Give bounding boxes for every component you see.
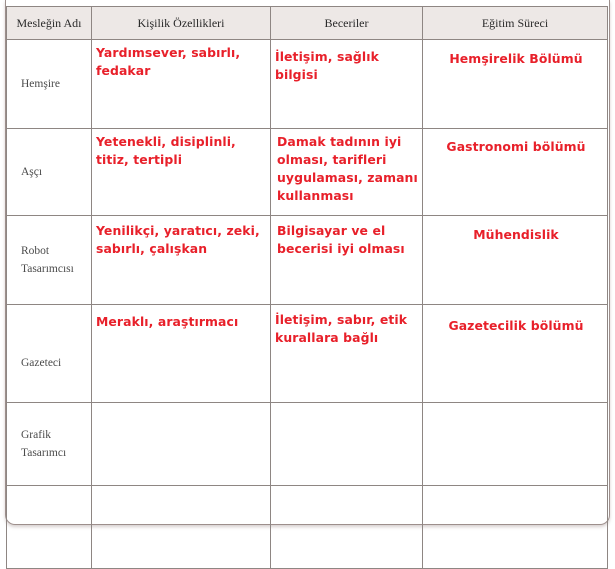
header-traits: Kişilik Özellikleri <box>92 7 271 40</box>
table-row <box>7 403 608 486</box>
education-answer: Mühendislik <box>423 216 608 305</box>
header-row <box>7 7 608 40</box>
table-row <box>7 486 608 569</box>
profession-name: Gazeteci <box>7 305 92 403</box>
header-skills: Beceriler <box>271 7 423 40</box>
header-profession: Mesleğin Adı <box>7 7 92 40</box>
skills-answer: Bilgisayar ve el becerisi iyi olması <box>271 216 423 305</box>
education-answer: Gastronomi bölümü <box>423 129 608 216</box>
profession-name <box>7 486 92 569</box>
table-row <box>7 305 608 403</box>
traits-answer: Yardımsever, sabırlı, fedakar <box>92 40 271 129</box>
skills-answer <box>271 403 423 486</box>
traits-answer: Yenilikçi, yaratıcı, zeki, sabırlı, çalışkan <box>92 216 271 305</box>
profession-name: Grafik Tasarımcı <box>7 403 92 486</box>
skills-answer: İletişim, sağlık bilgisi <box>271 40 423 129</box>
traits-answer <box>92 403 271 486</box>
skills-answer: İletişim, sabır, etik kurallara bağlı <box>271 305 423 403</box>
education-answer: Gazetecilik bölümü <box>423 305 608 403</box>
profession-name: Hemşire <box>7 40 92 129</box>
table-row <box>7 129 608 216</box>
education-answer: Hemşirelik Bölümü <box>423 40 608 129</box>
career-table <box>6 6 608 569</box>
profession-name: Aşçı <box>7 129 92 216</box>
profession-name: Robot Tasarımcısı <box>7 216 92 305</box>
education-answer <box>423 403 608 486</box>
header-education: Eğitim Süreci <box>423 7 608 40</box>
education-answer <box>423 486 608 569</box>
table-row <box>7 216 608 305</box>
skills-answer <box>271 486 423 569</box>
traits-answer: Yetenekli, disiplinli, titiz, tertipli <box>92 129 271 216</box>
table-row <box>7 40 608 129</box>
traits-answer: Meraklı, araştırmacı <box>92 305 271 403</box>
traits-answer <box>92 486 271 569</box>
skills-answer: Damak tadının iyi olması, tarifleri uygulaması, zamanı kullanması <box>271 129 423 216</box>
